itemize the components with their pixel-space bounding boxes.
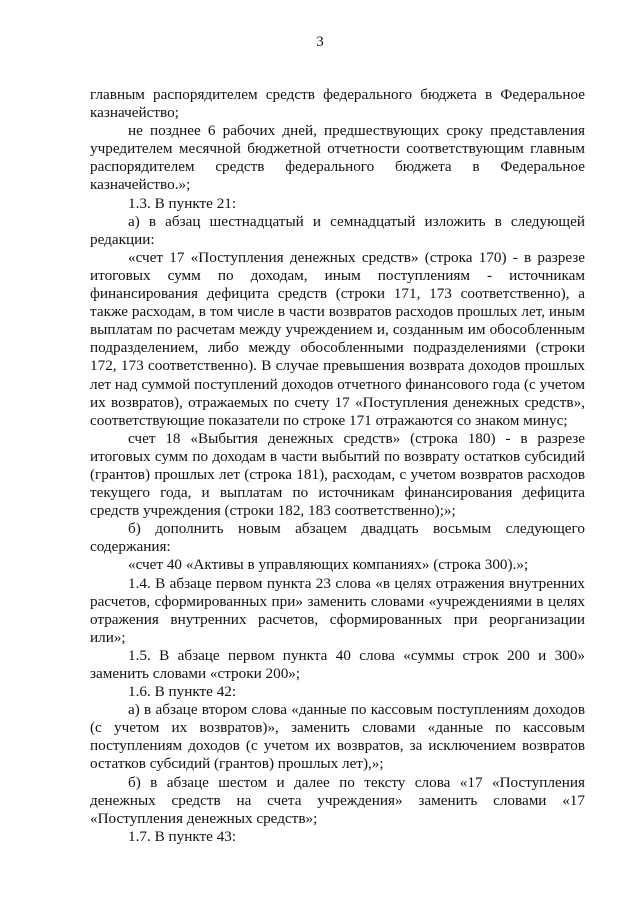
paragraph-account-18: счет 18 «Выбытия денежных средств» (строка 180) - в разрезе итоговых сумм по доходам в части выбытий по возврату остатков субсидий (грантов) прошлых лет (строка 181), расходам, с учетом возвратов расходов текущего года, и выплатам по источникам финансирования дефицита средств учреждения (строки 182, 183 соответственно);»;: [90, 429, 585, 520]
paragraph-item-1-7: 1.7. В пункте 43:: [128, 827, 237, 845]
paragraph-item-1-5: 1.5. В абзаце первом пункта 40 слова «суммы строк 200 и 300» заменить словами «строки 200»;: [90, 646, 585, 682]
paragraph-item-1-6-a: а) в абзаце втором слова «данные по кассовым поступлениям доходов (с учетом их возвратов)», заменить словами «данные по кассовым поступлениям доходов (с учетом их возвратов, за исключением возвратов остатков субсидий (грантов) прошлых лет),»;: [90, 701, 585, 773]
paragraph-account-17: «счет 17 «Поступления денежных средств» (строка 170) - в разрезе итоговых сумм по доходам, иным поступлениям - источникам финансирования дефицита средств (строки 171, 173 соответственно), а также расходам, в том числе в части возвратов расходов прошлых лет, иным выплатам по расчетам между учреждением и, созданным им обособленным подразделением, либо между обособленными подразделениями (строки 172, 173 соответственно). В случае превышения возврата доходов прошлых лет над суммой поступлений доходов отчетного финансового года (с учетом их возвратов), отражаемых по счету 17 «Поступления денежных средств», соответствующие показатели по строке 171 отражаются со знаком минус;: [90, 248, 585, 429]
paragraph-item-b: б) дополнить новым абзацем двадцать восьмым следующего содержания:: [90, 520, 585, 556]
page-number: 3: [316, 34, 324, 50]
paragraph-item-1-3: 1.3. В пункте 21:: [128, 194, 237, 212]
paragraph-item-1-6: 1.6. В пункте 42:: [128, 683, 237, 701]
paragraph-item-a: а) в абзац шестнадцатый и семнадцатый изложить в следующей редакции:: [90, 212, 585, 248]
paragraph-account-40: «счет 40 «Активы в управляющих компаниях» (строка 300).»;: [128, 556, 529, 574]
paragraph-treasury-end: главным распорядителем средств федерального бюджета в Федеральное казначейство;: [90, 86, 585, 122]
paragraph-item-1-4: 1.4. В абзаце первом пункта 23 слова «в целях отражения внутренних расчетов, сформированных при» заменить словами «учреждениями в целях отражения внутренних расчетов, сформированных при реорганизации или»;: [90, 574, 585, 646]
paragraph-item-1-6-b: б) в абзаце шестом и далее по тексту слова «17 «Поступления денежных средств на счета учреждения» заменить словами «17 «Поступления денежных средств»;: [90, 773, 585, 827]
document-body: [90, 86, 585, 846]
paragraph-deadline: не позднее 6 рабочих дней, предшествующих сроку представления учредителем месячной бюджетной отчетности соответствующим главным распорядителем средств федерального бюджета в Федеральное казначейство.»;: [90, 122, 585, 194]
